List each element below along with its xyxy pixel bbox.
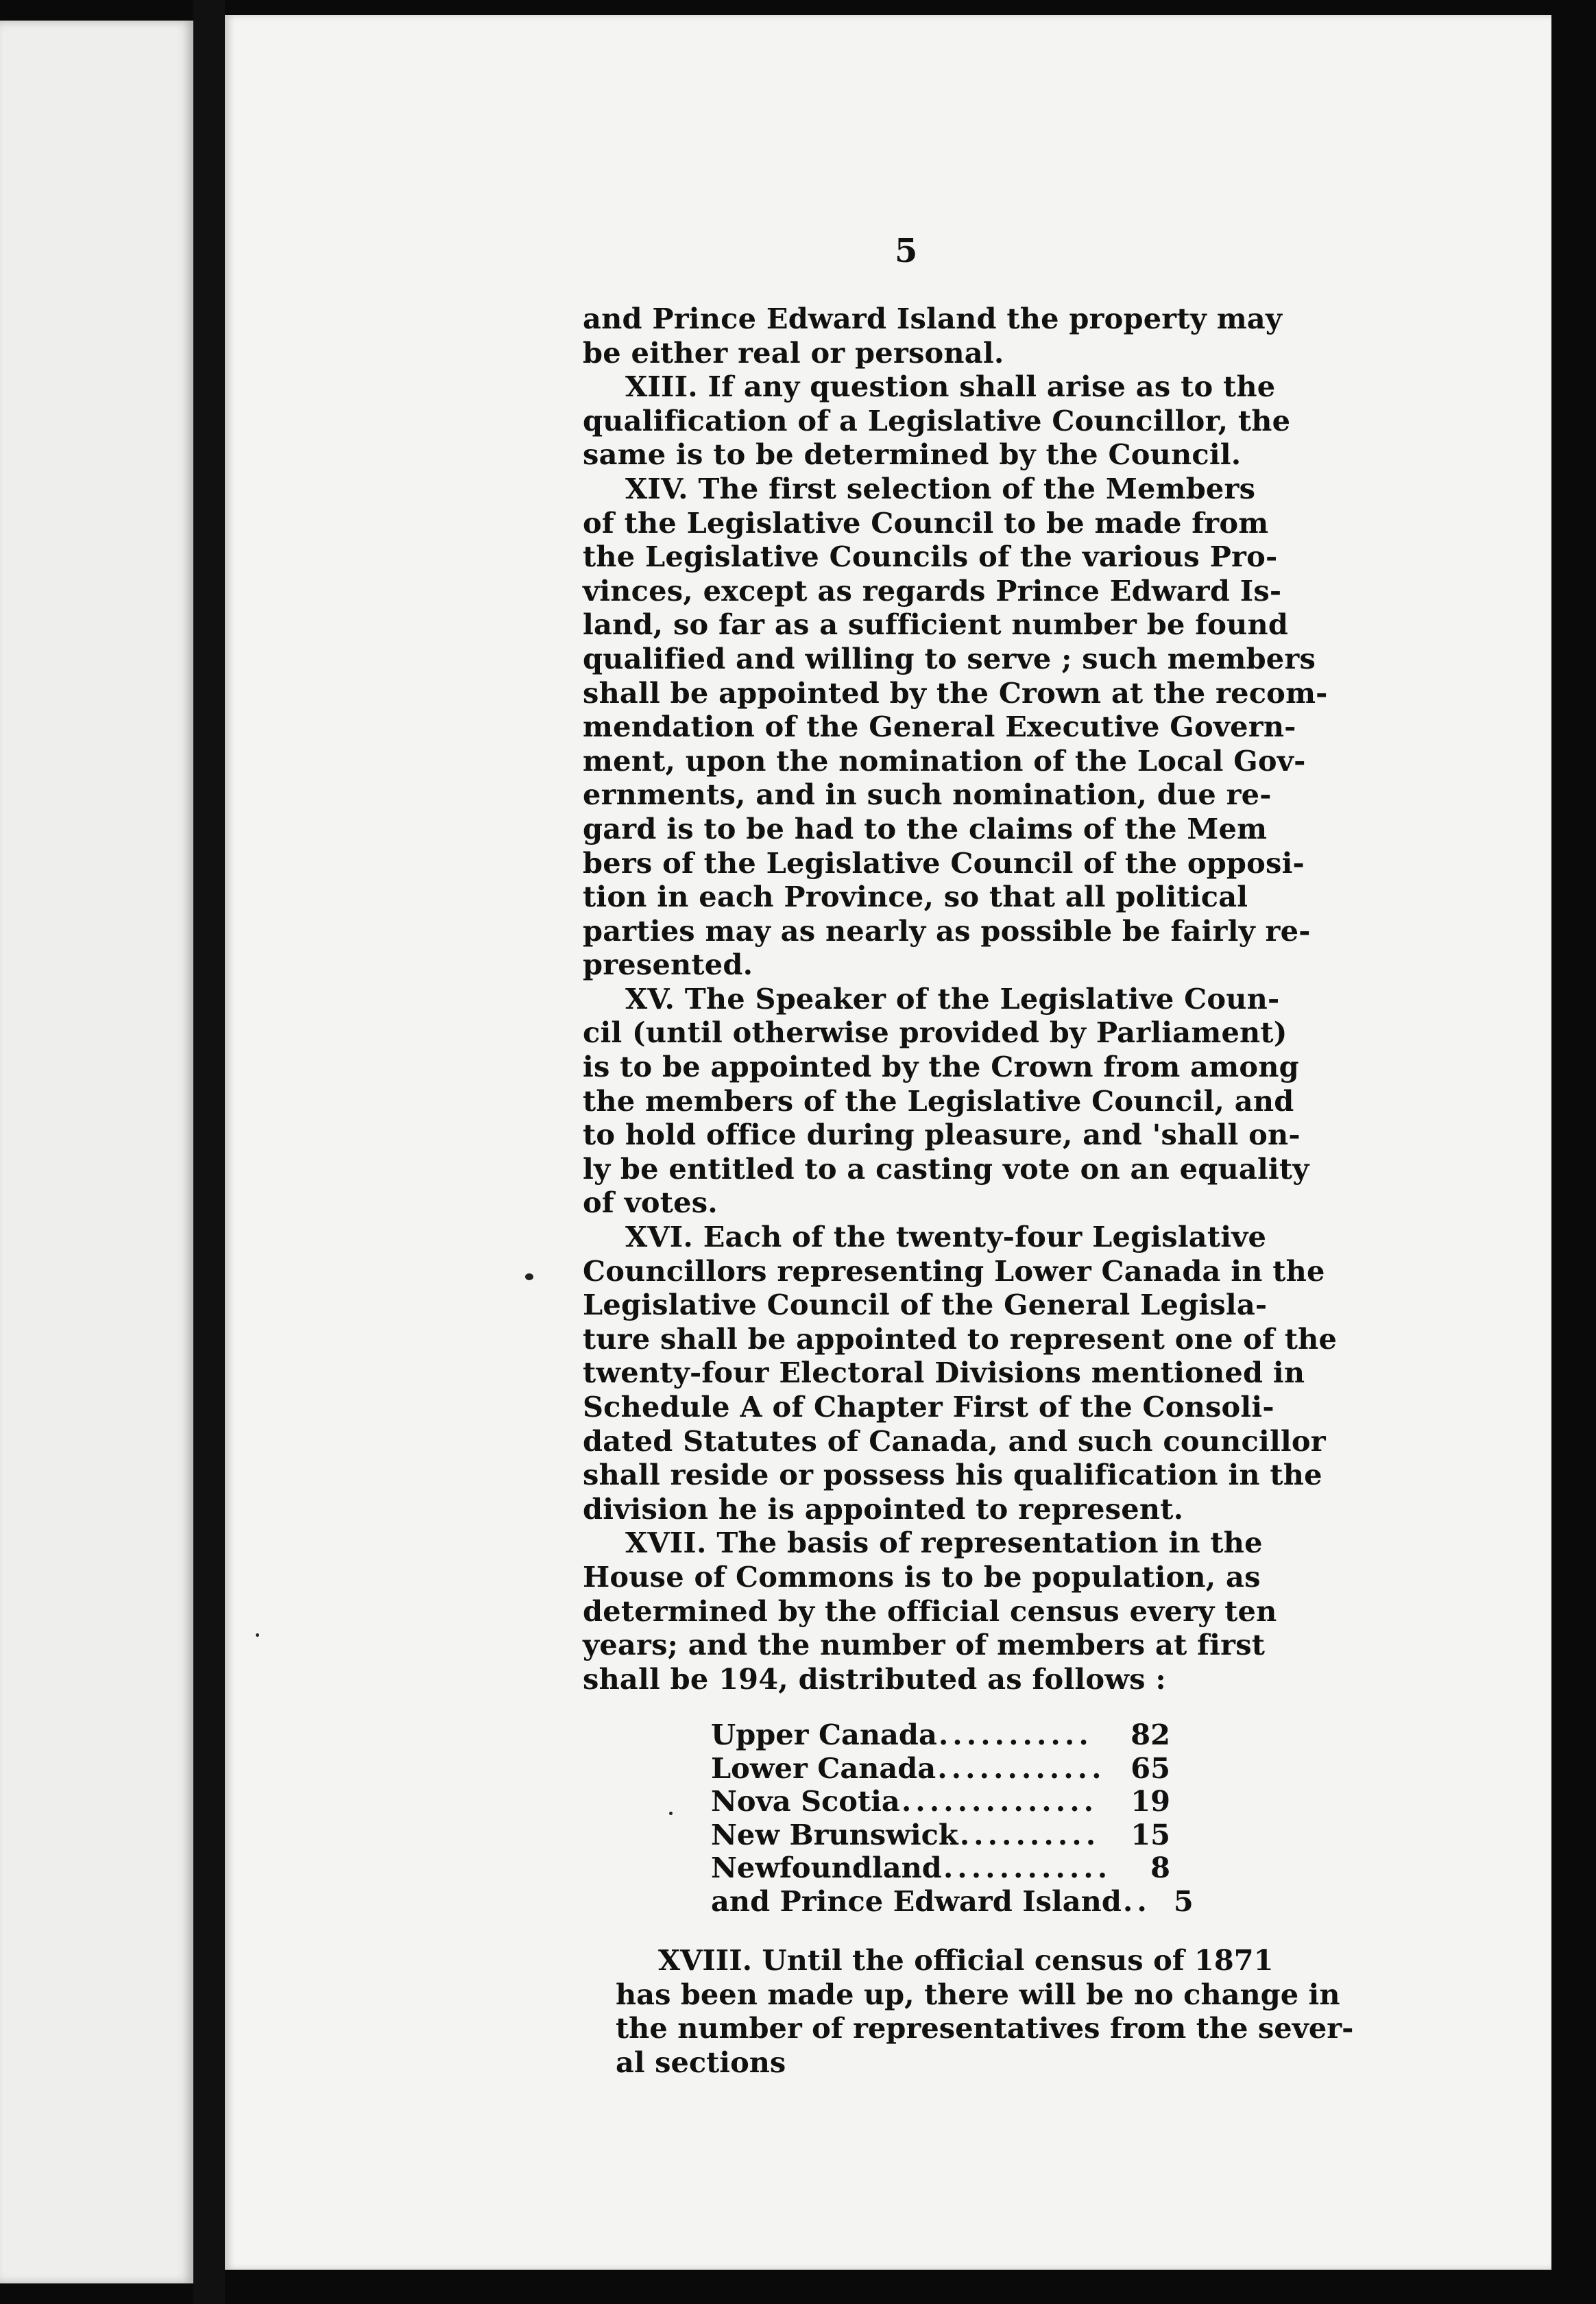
text-line: mendation of the General Executive Govern- — [583, 710, 1296, 744]
text-line: years; and the number of members at first — [583, 1628, 1266, 1662]
representation-schedule — [711, 1718, 1194, 1919]
schedule-row — [711, 1785, 1170, 1819]
leader-dots: .............. — [901, 1784, 1098, 1819]
text-line: bers of the Legislative Council of the opposi- — [583, 845, 1305, 880]
schedule-row — [711, 1884, 1194, 1919]
text-line: qualification of a Legislative Councillor, the — [583, 403, 1291, 437]
text-line: gard is to be had to the claims of the Mem — [583, 811, 1268, 845]
page-number: 5 — [895, 232, 918, 270]
text-line: of the Legislative Council to be made from — [583, 505, 1269, 540]
binding-gutter — [193, 0, 225, 2304]
text-line: XVI. Each of the twenty-four Legislative — [625, 1220, 1267, 1254]
text-line: determined by the official census every ten — [583, 1594, 1277, 1628]
text-line: vinces, except as regards Prince Edward Is- — [583, 573, 1282, 608]
schedule-row — [711, 1718, 1170, 1752]
text-line: ly be entitled to a casting vote on an equality — [583, 1151, 1309, 1186]
leader-dots: .. — [1122, 1884, 1151, 1918]
text-line: ment, upon the nomination of the Local Gov- — [583, 743, 1306, 778]
text-line: XVII. The basis of representation in the — [625, 1526, 1263, 1560]
text-line: shall reside or possess his qualification in the — [583, 1458, 1322, 1492]
ink-speck — [525, 1273, 533, 1280]
leader-dots: ............ — [937, 1751, 1106, 1785]
text-line: House of Commons is to be population, as — [583, 1559, 1261, 1594]
text-line: XVIII. Until the official census of 1871 — [658, 1943, 1274, 1977]
text-line: twenty-four Electoral Divisions mentioned in — [583, 1356, 1305, 1390]
text-line: XIV. The first selection of the Members — [625, 471, 1256, 505]
body-text — [583, 302, 1338, 1696]
province-name: Nova Scotia — [711, 1784, 900, 1819]
text-line: al sections — [616, 2045, 786, 2079]
leader-dots: .......... — [959, 1817, 1100, 1851]
ink-speck — [256, 1633, 259, 1637]
text-line: division he is appointed to represent. — [583, 1491, 1184, 1526]
text-line: and Prince Edward Island the property may — [583, 302, 1283, 335]
text-line: the Legislative Councils of the various Pro- — [583, 540, 1278, 574]
text-line: Councillors representing Lower Canada in the — [583, 1253, 1325, 1288]
text-line: tion in each Province, so that all political — [583, 880, 1248, 914]
province-name: and Prince Edward Island — [711, 1884, 1122, 1918]
text-line: parties may as nearly as possible be fairly re- — [583, 913, 1311, 948]
text-line: the number of representatives from the sever- — [616, 2011, 1354, 2045]
text-line: has been made up, there will be no change in — [616, 1977, 1340, 2011]
text-line: dated Statutes of Canada, and such councillor — [583, 1424, 1326, 1458]
text-line: ernments, and in such nomination, due re- — [583, 778, 1272, 812]
text-line: presented. — [583, 948, 753, 982]
text-line: ture shall be appointed to represent one of the — [583, 1321, 1338, 1356]
text-line: to hold office during pleasure, and 'shall on- — [583, 1118, 1301, 1152]
text-line: land, so far as a sufficient number be found — [583, 608, 1289, 642]
province-name: Upper Canada — [711, 1718, 937, 1751]
seat-count: 15 — [1130, 1817, 1170, 1851]
seat-count: 8 — [1150, 1851, 1170, 1885]
seat-count: 19 — [1130, 1784, 1170, 1819]
province-name: New Brunswick — [711, 1817, 958, 1851]
schedule-row — [711, 1752, 1170, 1786]
text-line: of votes. — [583, 1186, 718, 1220]
text-line: is to be appointed by the Crown from among — [583, 1050, 1299, 1084]
text-line: the members of the Legislative Council, and — [583, 1083, 1294, 1118]
text-line: XIII. If any question shall arise as to the — [625, 370, 1276, 404]
body-text-continued — [616, 1943, 1354, 2079]
seat-count: 5 — [1173, 1884, 1194, 1918]
leader-dots: ............ — [943, 1851, 1112, 1885]
text-line: same is to be determined by the Council. — [583, 437, 1242, 472]
seat-count: 65 — [1130, 1751, 1170, 1785]
seat-count: 82 — [1130, 1718, 1170, 1751]
schedule-row — [711, 1819, 1170, 1852]
text-line: shall be 194, distributed as follows : — [583, 1661, 1166, 1696]
scan-border — [1551, 0, 1596, 2304]
text-line: qualified and willing to serve ; such members — [583, 641, 1316, 675]
text-line: be either real or personal. — [583, 335, 1004, 370]
province-name: Lower Canada — [711, 1751, 936, 1785]
ink-speck — [669, 1812, 673, 1815]
leader-dots: ........... — [938, 1718, 1093, 1751]
text-line: Legislative Council of the General Legisla- — [583, 1288, 1268, 1322]
text-line: cil (until otherwise provided by Parliament) — [583, 1016, 1287, 1050]
text-line: Schedule A of Chapter First of the Consoli- — [583, 1390, 1274, 1424]
facing-page-edge — [0, 21, 193, 2283]
text-line: XV. The Speaker of the Legislative Coun- — [625, 981, 1280, 1016]
text-line: shall be appointed by the Crown at the recom- — [583, 675, 1328, 710]
schedule-row — [711, 1851, 1170, 1885]
province-name: Newfoundland — [711, 1851, 942, 1885]
